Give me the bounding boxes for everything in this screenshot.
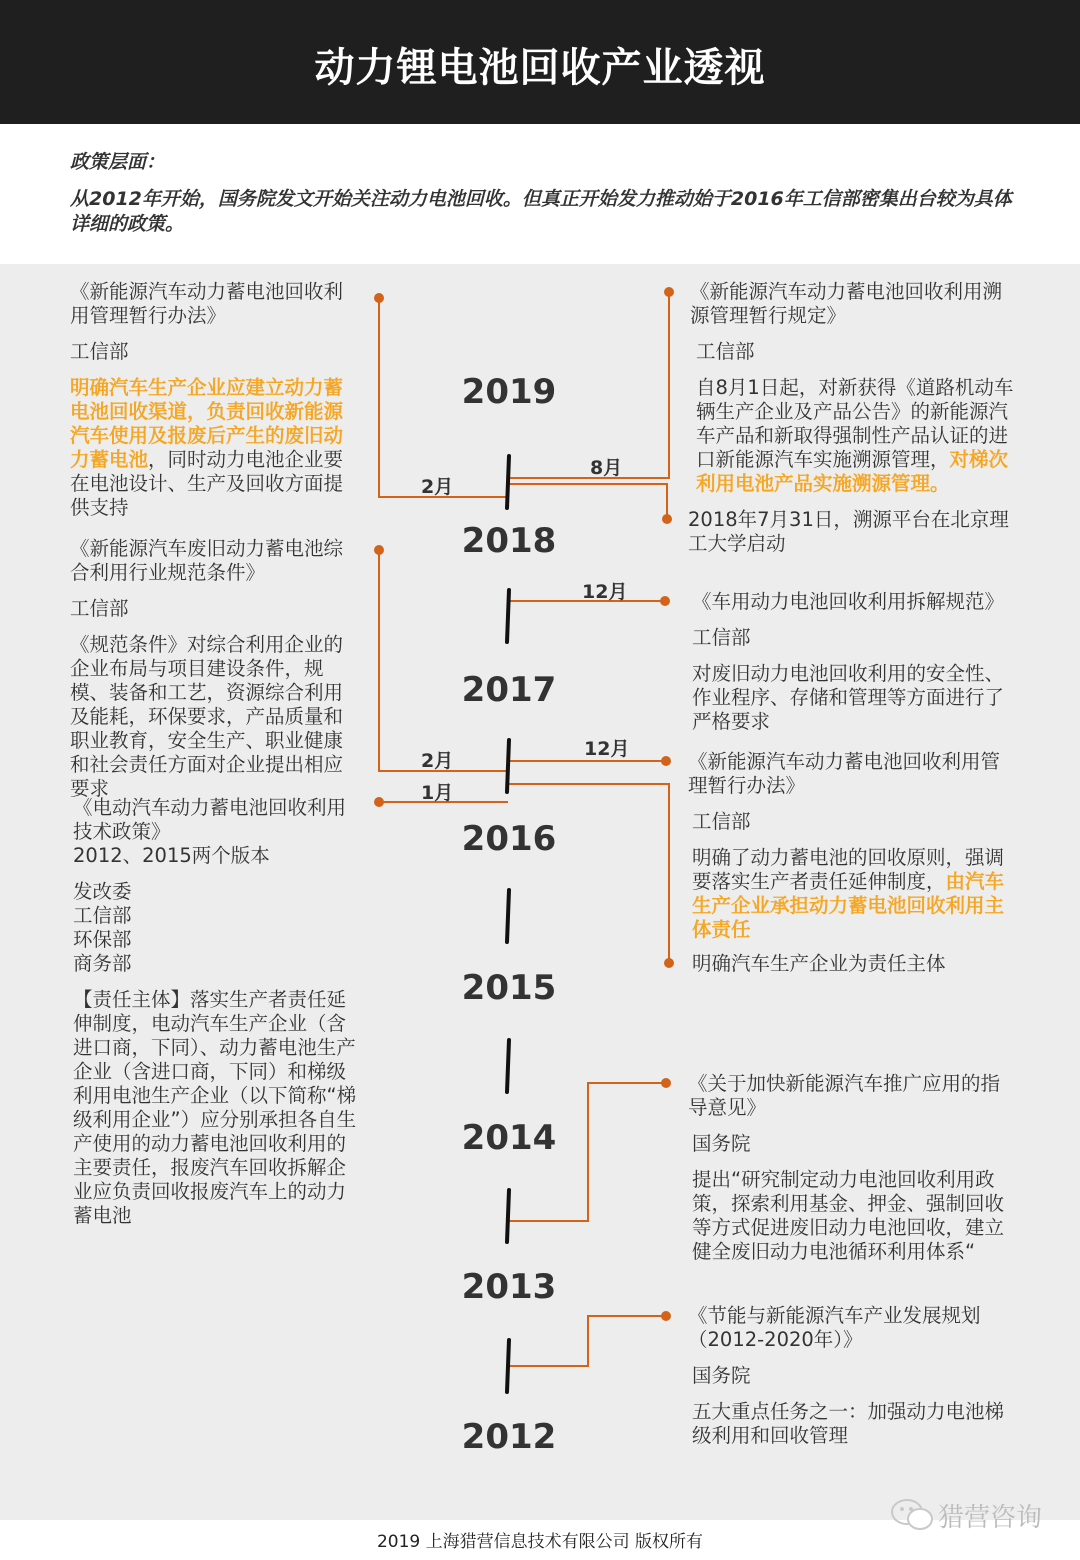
dot	[661, 756, 671, 766]
entry-desc: 五大重点任务之一：加强动力电池梯级利用和回收管理	[692, 1400, 1005, 1447]
year-label: 2019	[461, 372, 557, 412]
axis-segment	[507, 890, 509, 942]
dot	[661, 1311, 671, 1321]
connector-right-2018	[508, 484, 667, 519]
entry-org: 工信部	[692, 626, 751, 649]
axis-segment	[507, 740, 509, 792]
entry-org: 工信部	[73, 904, 132, 927]
entry-highlight: 明确汽车生产企业应建立动力蓄电池回收渠道，负责回收新能源汽车使用及报废后产生的废旧动力蓄电池	[70, 376, 344, 471]
dot	[374, 293, 384, 303]
entry-note: 2018年7月31日，溯源平台在北京理工大学启动	[688, 508, 1009, 555]
dot	[374, 797, 384, 807]
entry-org: 工信部	[692, 810, 751, 833]
page-title: 动力锂电池回收产业透视	[314, 45, 766, 91]
entry-org: 工信部	[696, 340, 755, 363]
dot	[660, 596, 670, 606]
right-note-1	[688, 508, 1018, 556]
entry-desc	[70, 376, 360, 520]
year-label: 2012	[461, 1417, 557, 1457]
entry-desc	[690, 376, 1020, 496]
right-entry-2	[692, 590, 1022, 734]
right-note-2	[692, 952, 1022, 976]
entry-version: 2012、2015两个版本	[73, 844, 270, 867]
right-entry-5	[688, 1304, 1018, 1448]
month-label: 8月	[590, 457, 623, 479]
year-label: 2014	[461, 1118, 557, 1158]
connector-right-2016-b	[508, 784, 669, 963]
entry-desc: 对废旧动力电池回收利用的安全性、作业程序、存储和管理等方面进行了严格要求	[692, 662, 1005, 733]
entry-title: 《电动汽车动力蓄电池回收利用技术政策》	[73, 796, 347, 843]
entry-highlight: 对梯次利用电池产品实施溯源管理。	[696, 448, 1009, 495]
year-label: 2013	[461, 1267, 557, 1307]
entry-org: 国务院	[692, 1364, 751, 1387]
month-label: 12月	[584, 738, 630, 760]
dot	[662, 514, 672, 524]
entry-org: 环保部	[73, 928, 132, 951]
year-label: 2015	[461, 968, 557, 1008]
year-label: 2018	[461, 521, 557, 561]
entry-title: 《关于加快新能源汽车推广应用的指导意见》	[688, 1072, 1001, 1119]
intro-label: 政策层面：	[70, 151, 166, 173]
month-label: 2月	[421, 750, 454, 772]
axis-segment	[507, 1190, 509, 1242]
entry-desc: 提出“研究制定动力电池回收利用政策，探索利用基金、押金、强制回收等方式促进废旧动力电池回收，建立健全废旧动力电池循环利用体系“	[692, 1168, 1005, 1263]
entry-org: 工信部	[70, 597, 129, 620]
entry-title: 《新能源汽车动力蓄电池回收利用管理暂行办法》	[70, 280, 344, 327]
entry-desc-text: 自8月1日起，对新获得《道路机动车辆生产企业及产品公告》的新能源汽车产品和新取得强制性产品认证的进口新能源汽车实施溯源管理，	[696, 376, 1014, 471]
month-label: 2月	[421, 476, 454, 498]
axis-segment	[507, 456, 509, 508]
footer: 2019 上海猎营信息技术有限公司 版权所有	[376, 1532, 704, 1552]
month-label: 1月	[421, 782, 454, 804]
connector-right-2012	[508, 1316, 666, 1366]
right-entry-1	[690, 280, 1020, 496]
dot	[661, 1078, 671, 1088]
entry-title: 《车用动力电池回收利用拆解规范》	[692, 590, 1005, 613]
entry-desc: 【责任主体】落实生产者责任延伸制度，电动汽车生产企业（含进口商，下同）、动力蓄电池生产企业（含进口商，下同）和梯级利用电池生产企业（以下简称“梯级利用企业”）应分别承担各自生产使用的动力蓄电池回收利用的主要责任，报废汽车回收拆解企业应负责回收报废汽车上的动力蓄电池	[73, 988, 357, 1227]
entry-org: 商务部	[73, 952, 132, 975]
entry-title: 《新能源汽车废旧动力蓄电池综合利用行业规范条件》	[70, 537, 344, 584]
entry-org: 工信部	[70, 340, 129, 363]
month-label: 12月	[582, 581, 628, 603]
entry-highlight: 由汽车生产企业承担动力蓄电池回收利用主体责任	[692, 870, 1005, 941]
entry-desc-text: 明确了动力蓄电池的回收原则，强调要落实生产者责任延伸制度，	[692, 846, 1005, 893]
axis-segment	[507, 1340, 509, 1392]
entry-org: 国务院	[692, 1132, 751, 1155]
left-entry-1	[70, 280, 360, 520]
watermark-text: 猎营咨询	[938, 1503, 1043, 1533]
dot	[664, 958, 674, 968]
entry-title: 《节能与新能源汽车产业发展规划（2012-2020年）》	[688, 1304, 981, 1351]
entry-desc: 《规范条件》对综合利用企业的企业布局与项目建设条件，规模、装备和工艺，资源综合利用及能耗，环保要求，产品质量和职业教育，安全生产、职业健康和社会责任方面对企业提出相应要求	[70, 633, 344, 800]
year-label: 2017	[461, 670, 557, 710]
dot	[374, 545, 384, 555]
left-entry-3	[73, 796, 361, 1228]
entry-title: 《新能源汽车动力蓄电池回收利用溯源管理暂行规定》	[690, 280, 1003, 327]
entry-org: 发改委	[73, 880, 132, 903]
intro-text: 从2012年开始，国务院发文开始关注动力电池回收。但真正开始发力推动始于2016年工信部密集出台较为具体详细的政策。	[70, 188, 1012, 235]
dot	[664, 287, 674, 297]
entry-note: 明确汽车生产企业为责任主体	[692, 952, 946, 975]
entry-desc	[688, 846, 1018, 942]
right-entry-3	[688, 750, 1018, 942]
year-label: 2016	[461, 819, 557, 859]
axis-segment	[507, 590, 509, 642]
entry-title: 《新能源汽车动力蓄电池回收利用管理暂行办法》	[688, 750, 1001, 797]
axis-segment	[507, 1040, 509, 1092]
left-entry-2	[70, 537, 362, 801]
entry-desc-text: ，同时动力电池企业要在电池设计、生产及回收方面提供支持	[70, 448, 344, 519]
right-entry-4	[688, 1072, 1018, 1264]
connector-left-2016-feb	[379, 550, 508, 771]
